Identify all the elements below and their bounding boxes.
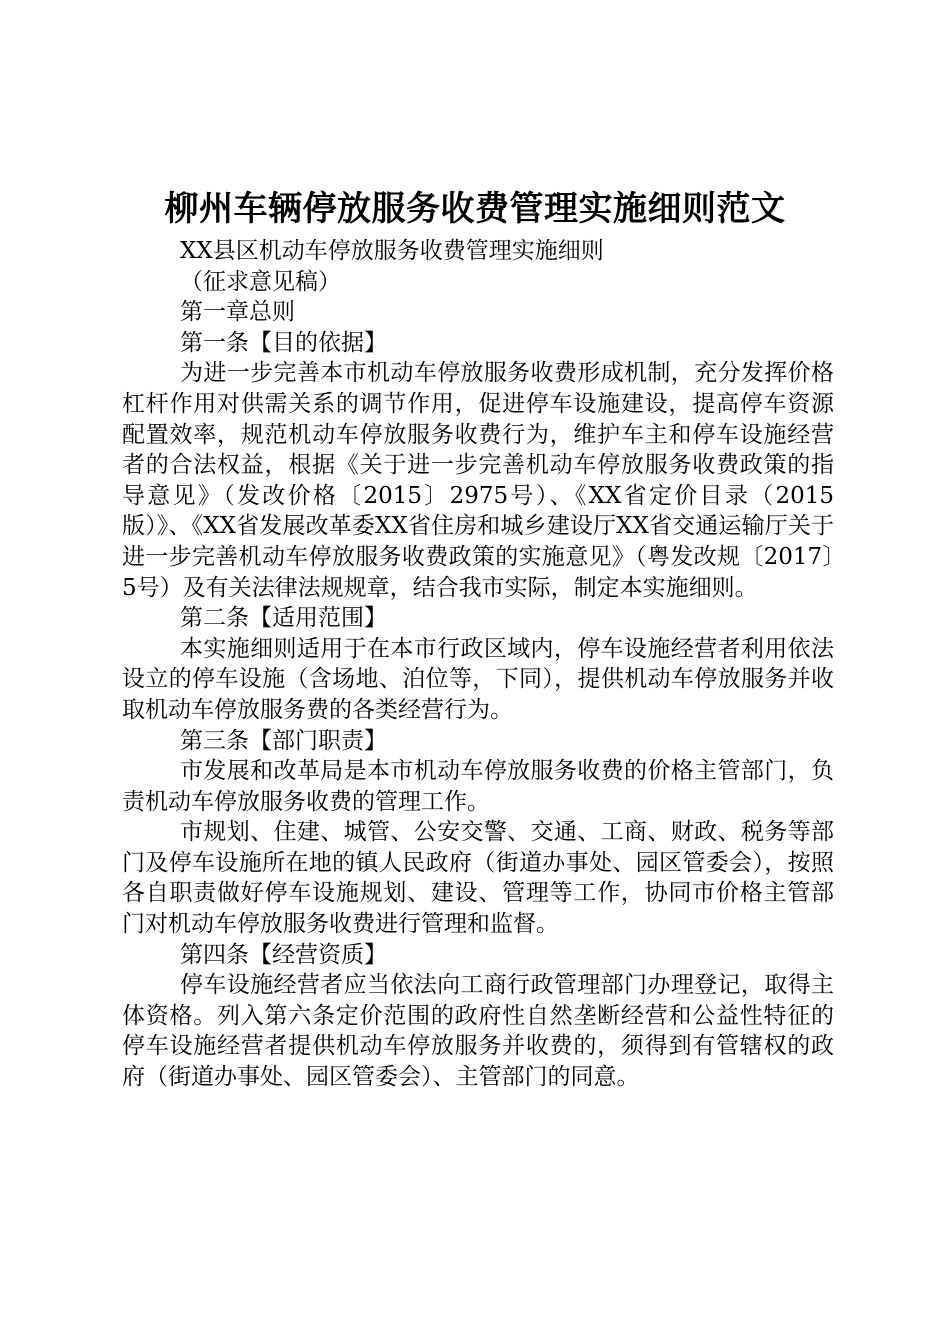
article-paragraph: 市发展和改革局是本市机动车停放服务收费的价格主管部门，负责机动车停放服务收费的管理工作。 xyxy=(122,758,834,815)
chapter-heading: 第一章总则 xyxy=(180,299,295,326)
draft-note: （征求意见稿） xyxy=(180,268,341,295)
article-paragraph: 本实施细则适用于在本市行政区域内，停车设施经营者利用依法设立的停车设施（含场地、泊位等，下同），提供机动车停放服务并收取机动车停放服务费的各类经营行为。 xyxy=(122,635,834,723)
article-paragraph: 停车设施经营者应当依法向工商行政管理部门办理登记，取得主体资格。列入第六条定价范围的政府性自然垄断经营和公益性特征的停车设施经营者提供机动车停放服务并收费的，须得到有管辖权的政府（街道办事处、园区管委会）、主管部门的同意。 xyxy=(122,972,834,1091)
document-subtitle: XX县区机动车停放服务收费管理实施细则 xyxy=(180,238,604,264)
document-body xyxy=(122,236,834,1093)
article-heading: 第一条【目的依据】 xyxy=(180,329,387,356)
article-paragraph: 市规划、住建、城管、公安交警、交通、工商、财政、税务等部门及停车设施所在地的镇人民政府（街道办事处、园区管委会），按照各自职责做好停车设施规划、建设、管理等工作，协同市价格主管部门对机动车停放服务收费进行管理和监督。 xyxy=(122,819,834,938)
article-heading: 第二条【适用范围】 xyxy=(180,605,387,632)
article-paragraph: 为进一步完善本市机动车停放服务收费形成机制，充分发挥价格杠杆作用对供需关系的调节作用，促进停车设施建设，提高停车资源配置效率，规范机动车停放服务收费行为，维护车主和停车设施经营者的合法权益，根据《关于进一步完善机动车停放服务收费政策的指导意见》（发改价格〔2015〕2975号）、《XX省定价目录（2015版）》、《XX省发展改革委XX省住房和城乡建设厅XX省交通运输厅关于进一步完善机动车停放服务收费政策的实施意见》（粤发改规〔2017〕5号）及有关法律法规规章，结合我市实际，制定本实施细则。 xyxy=(122,360,834,601)
document-title: 柳州车辆停放服务收费管理实施细则范文 xyxy=(164,189,786,229)
article-heading: 第四条【经营资质】 xyxy=(180,941,387,968)
article-heading: 第三条【部门职责】 xyxy=(180,727,387,754)
